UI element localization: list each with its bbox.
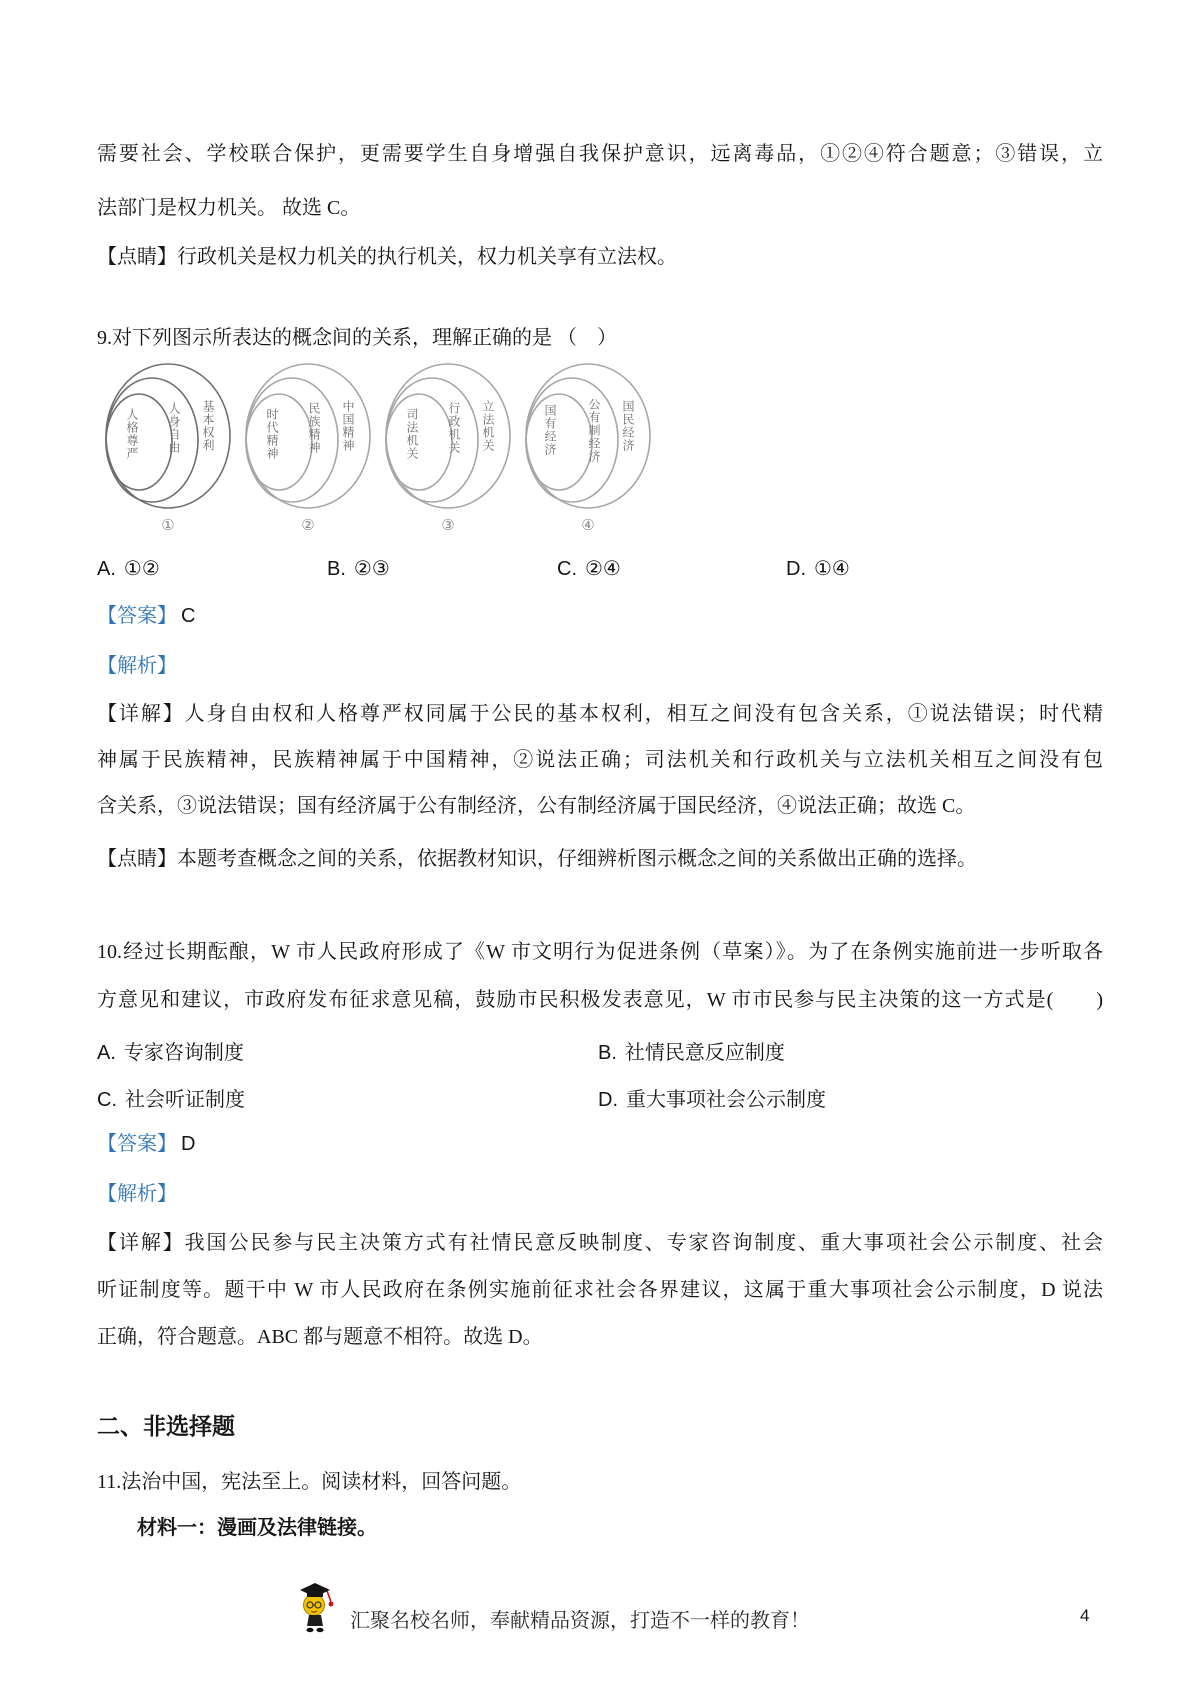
mascot-icon [297, 1580, 335, 1638]
option-d [598, 1083, 826, 1112]
question-9-detail-line-1: 【详解】人身自由权和人格尊严权同属于公民的基本权利，相互之间没有包含关系，①说法错误；时代精 [97, 703, 1103, 725]
option-c-letter: C. [557, 558, 577, 580]
prev-answer-tip: 【点睛】行政机关是权力机关的执行机关，权力机关享有立法权。 [97, 246, 677, 268]
question-11-material-1: 材料一：漫画及法律链接。 [137, 1517, 377, 1539]
venn-middle-label: 民族精神 [307, 402, 321, 454]
option-d-text: ①④ [814, 558, 850, 580]
answer-value: D [181, 1133, 196, 1155]
question-9-detail-line-3: 含关系，③说法错误；国有经济属于公有制经济，公有制经济属于国民经济，④说法正确；故选 C。 [97, 795, 976, 817]
section-2-heading: 二、非选择题 [97, 1413, 235, 1439]
analysis-label: 【解析】 [97, 655, 177, 677]
option-d [786, 556, 850, 581]
venn-inner-label: 司法机关 [405, 408, 419, 460]
option-a-text: 专家咨询制度 [123, 1042, 244, 1064]
question-10-detail-line-3: 正确，符合题意。ABC 都与题意不相符。故选 D。 [97, 1326, 543, 1348]
prev-answer-line-1: 需要社会、学校联合保护，更需要学生自身增强自我保护意识，远离毒品，①②④符合题意；③错误，立 [97, 143, 1103, 165]
venn-outer-label: 国民经济 [621, 400, 635, 452]
option-b [598, 1036, 785, 1065]
question-9-tip: 【点睛】本题考查概念之间的关系，依据教材知识，仔细辨析图示概念之间的关系做出正确的选择。 [97, 848, 977, 870]
option-c [557, 556, 621, 581]
venn-diagram-4 [520, 360, 656, 540]
option-d-text: 重大事项社会公示制度 [626, 1089, 826, 1111]
venn-number: ① [161, 518, 175, 534]
question-10-options-row-2 [0, 1083, 1200, 1113]
option-b-letter: B. [598, 1042, 617, 1064]
venn-number: ② [301, 518, 315, 534]
footer-slogan: 汇聚名校名师，奉献精品资源，打造不一样的教育！ [350, 1610, 810, 1632]
option-b-text: 社情民意反应制度 [624, 1042, 785, 1064]
question-9-options [0, 556, 1200, 586]
venn-number: ④ [581, 518, 595, 534]
option-b-text: ②③ [353, 558, 390, 580]
venn-inner-label: 时代精神 [265, 408, 279, 460]
option-a-text: ①② [123, 558, 160, 580]
option-c-text: ②④ [585, 558, 621, 580]
question-10-detail-line-1: 【详解】我国公民参与民主决策方式有社情民意反映制度、专家咨询制度、重大事项社会公示制度、社会 [97, 1232, 1103, 1254]
venn-inner-label: 国有经济 [543, 404, 557, 456]
answer-label: 【答案】 [97, 1133, 177, 1155]
question-10-answer [97, 1130, 1103, 1158]
question-10-analysis-label [97, 1180, 1103, 1208]
question-10-stem-line-1: 10.经过长期酝酿，W 市人民政府形成了《W 市文明行为促进条例（草案）》。为了在条例实施前进一步听取各 [97, 941, 1103, 963]
option-a-letter: A. [97, 558, 116, 580]
venn-middle-label: 行政机关 [447, 402, 461, 454]
option-c-letter: C. [97, 1089, 117, 1111]
option-a-letter: A. [97, 1042, 116, 1064]
option-b [327, 556, 390, 581]
venn-number: ③ [441, 518, 455, 534]
option-a [97, 1036, 244, 1065]
answer-value: C [181, 605, 196, 627]
venn-outer-label: 基本权利 [201, 400, 215, 452]
question-9-stem: 9.对下列图示所表达的概念间的关系，理解正确的是 （ ） [97, 327, 617, 349]
question-9-analysis-label [97, 652, 1103, 680]
question-10-detail-line-2: 听证制度等。题干中 W 市人民政府在条例实施前征求社会各界建议，这属于重大事项社会公示制度，D 说法 [97, 1279, 1103, 1301]
venn-diagram-3 [380, 360, 516, 540]
venn-diagram-2 [240, 360, 376, 540]
option-c [97, 1083, 245, 1112]
question-9-detail-line-2: 神属于民族精神，民族精神属于中国精神，②说法正确；司法机关和行政机关与立法机关相互之间没有包 [97, 749, 1103, 771]
prev-answer-line-2: 法部门是权力机关。 故选 C。 [97, 197, 361, 219]
question-9-answer [97, 602, 1103, 630]
analysis-label: 【解析】 [97, 1183, 177, 1205]
question-11-stem: 11.法治中国，宪法至上。阅读材料，回答问题。 [97, 1471, 522, 1493]
page-number: 4 [1080, 1606, 1090, 1625]
venn-inner-label: 人格尊严 [125, 408, 139, 460]
venn-outer-label: 立法机关 [481, 400, 495, 452]
venn-outer-label: 中国精神 [341, 400, 355, 452]
option-d-letter: D. [598, 1089, 618, 1111]
venn-diagram-1 [100, 360, 236, 540]
option-d-letter: D. [786, 558, 806, 580]
option-a [97, 556, 160, 581]
answer-label: 【答案】 [97, 605, 177, 627]
option-c-text: 社会听证制度 [125, 1089, 245, 1111]
question-10-options-row-1 [0, 1036, 1200, 1066]
option-b-letter: B. [327, 558, 346, 580]
venn-middle-label: 公有制经济 [587, 398, 601, 463]
question-9-diagram [100, 360, 660, 540]
question-10-stem-line-2: 方意见和建议，市政府发布征求意见稿，鼓励市民积极发表意见，W 市市民参与民主决策的这一方式是( ) [97, 989, 1103, 1011]
venn-middle-label: 人身自由 [167, 402, 181, 454]
